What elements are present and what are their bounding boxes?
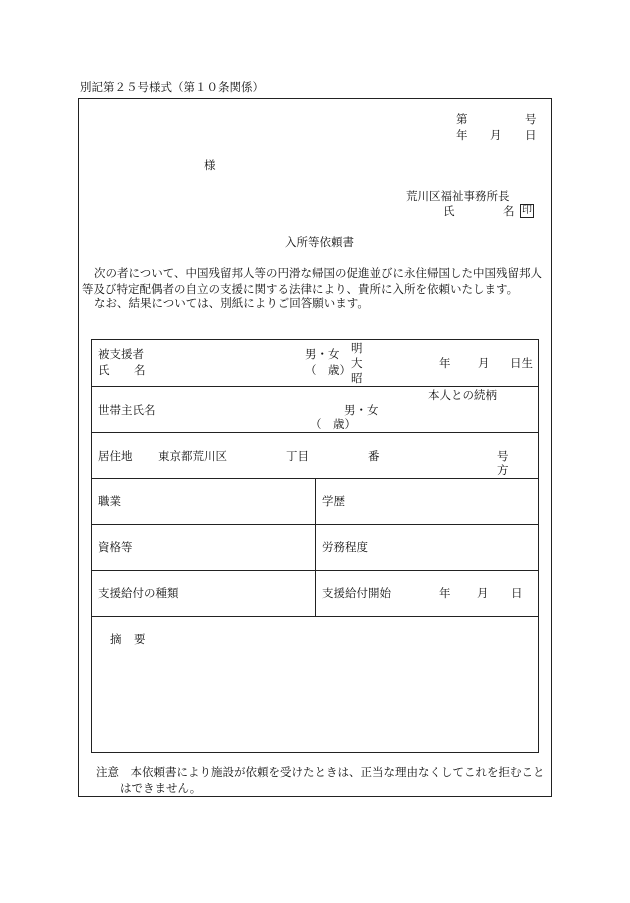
- body-paragraph-2: なお、結果については、別紙によりご回答願います。: [94, 296, 369, 310]
- residence-label: 居住地: [98, 449, 133, 463]
- sender-org: 荒川区福祉事務所長: [406, 189, 510, 203]
- sender-name-label-1: 氏: [443, 204, 455, 218]
- benefit-start-day: 日: [511, 586, 523, 600]
- number-suffix: 号: [525, 112, 537, 126]
- seal-mark: 印: [522, 205, 532, 216]
- form-label: 別記第２５号様式（第１０条関係）: [80, 80, 264, 94]
- residence-ban: 番: [368, 449, 380, 463]
- benefit-start-label: 支援給付開始: [322, 586, 391, 600]
- date-day-label: 日: [525, 128, 537, 142]
- caution-note: 注意 本依頼書により施設が依頼を受けたときは、正当な理由なくしてこれを拒むことはできません。: [96, 765, 545, 795]
- date-year-label: 年: [456, 128, 468, 142]
- document-title: 入所等依頼書: [285, 235, 354, 249]
- table-row-divider: [91, 616, 539, 617]
- dob-month-label: 月: [478, 356, 490, 370]
- benefit-start-month: 月: [477, 586, 489, 600]
- body-paragraph: 次の者について、中国残留邦人等の円滑な帰国の促進並びに永住帰国した中国残留邦人等及び特定配偶者の自立の支援に関する法律により、貴所に入所を依頼いたします。: [82, 266, 543, 296]
- name-label-b: 名: [134, 363, 146, 377]
- householder-age: （ 歳）: [310, 417, 356, 431]
- summary-label-a: 摘: [110, 632, 122, 646]
- dob-day-label: 日生: [510, 356, 533, 370]
- era-taisho: 大: [351, 356, 363, 370]
- name-label-a: 氏: [98, 363, 110, 377]
- summary-label-b: 要: [134, 632, 146, 646]
- table-row-divider: [91, 386, 539, 387]
- era-showa: 昭: [351, 371, 363, 385]
- occupation-label: 職業: [98, 494, 121, 508]
- dob-year-label: 年: [439, 356, 451, 370]
- residence-go: 号: [497, 449, 509, 463]
- residence-kata: 方: [497, 463, 509, 477]
- number-prefix: 第: [456, 112, 468, 126]
- sender-name-label-2: 名: [503, 204, 515, 218]
- applicant-gender: 男・女: [305, 347, 340, 361]
- householder-gender: 男・女: [344, 403, 379, 417]
- relation-label: 本人との続柄: [428, 388, 497, 402]
- benefit-start-year: 年: [439, 586, 451, 600]
- education-label: 学歴: [322, 494, 345, 508]
- era-meiji: 明: [351, 341, 363, 355]
- residence-chome: 丁目: [286, 449, 309, 463]
- applicant-age: （ 歳）: [305, 363, 351, 377]
- householder-name-label: 世帯主氏名: [98, 403, 156, 417]
- work-capacity-label: 労務程度: [322, 540, 368, 554]
- qualifications-label: 資格等: [98, 540, 133, 554]
- benefit-type-label: 支援給付の種類: [98, 586, 179, 600]
- table-column-divider: [315, 478, 316, 616]
- addressee-honorific: 様: [204, 158, 216, 172]
- date-month-label: 月: [490, 128, 502, 142]
- residence-city: 東京都荒川区: [158, 449, 227, 463]
- table-row-divider: [91, 432, 539, 433]
- applicant-label: 被支援者: [98, 347, 144, 361]
